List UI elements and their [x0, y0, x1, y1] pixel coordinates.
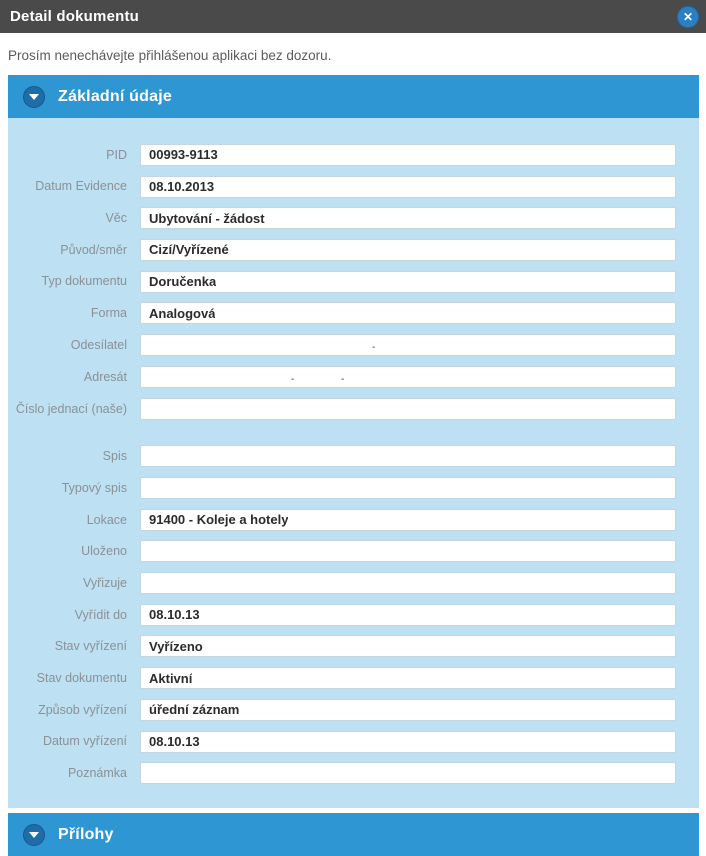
field-label: Původ/směr	[60, 242, 127, 257]
chevron-down-icon	[29, 94, 39, 100]
fields-container	[8, 118, 699, 808]
field-label: Stav dokumentu	[36, 671, 127, 686]
form-row	[8, 694, 676, 726]
field-label: Lokace	[86, 512, 127, 527]
close-button[interactable]	[677, 6, 699, 28]
section-header-basic[interactable]	[8, 75, 699, 118]
close-icon: ✕	[682, 9, 694, 24]
field-label: Spis	[102, 449, 127, 464]
dialog-title: Detail dokumentu	[10, 8, 140, 25]
field-label: Datum vyřízení	[42, 734, 127, 749]
form-row	[8, 202, 676, 234]
form-row	[8, 726, 676, 758]
field-input[interactable]	[140, 572, 676, 594]
form-row	[8, 266, 676, 298]
chevron-down-icon	[29, 832, 39, 838]
field-label: Věc	[105, 211, 127, 226]
collapse-toggle-basic[interactable]	[23, 86, 45, 108]
redacted-dash: -	[372, 341, 376, 353]
field-value: Ubytování - žádost	[149, 210, 265, 226]
field-label: Stav vyřízení	[54, 639, 127, 654]
field-input[interactable]	[140, 398, 676, 420]
field-label: Typový spis	[61, 480, 127, 495]
field-label: Uloženo	[81, 544, 127, 559]
field-value: 08.10.13	[149, 734, 200, 750]
form-row	[8, 662, 676, 694]
form-row	[8, 441, 676, 473]
attachments-panel	[8, 813, 699, 856]
form-row	[8, 329, 676, 361]
form-row	[8, 536, 676, 568]
collapse-toggle-attachments[interactable]	[23, 824, 45, 846]
redacted-dash: -	[341, 373, 345, 385]
field-label: Odesílatel	[70, 337, 127, 352]
field-value: Vyřízeno	[149, 638, 203, 654]
field-input[interactable]	[140, 699, 676, 721]
session-notice: Prosím nenechávejte přihlášenou aplikaci bez dozoru.	[8, 48, 332, 63]
form-row	[8, 472, 676, 504]
field-label: Číslo jednací (naše)	[15, 401, 127, 416]
field-label: Typ dokumentu	[41, 274, 127, 289]
field-input[interactable]	[140, 334, 676, 356]
field-value: 91400 - Koleje a hotely	[149, 512, 289, 528]
field-label: Vyřídit do	[74, 607, 127, 622]
form-row	[8, 504, 676, 536]
field-input[interactable]	[140, 271, 676, 293]
field-input[interactable]	[140, 239, 676, 261]
field-value: Doručenka	[149, 274, 217, 290]
field-label: Vyřizuje	[83, 575, 127, 590]
field-input[interactable]	[140, 667, 676, 689]
field-label: PID	[106, 147, 127, 162]
field-input[interactable]	[140, 762, 676, 784]
section-title-attachments: Přílohy	[58, 825, 114, 843]
form-row	[8, 361, 676, 393]
form-row	[8, 139, 676, 171]
field-value: 00993-9113	[149, 147, 218, 163]
field-value: 08.10.13	[149, 607, 200, 623]
field-input[interactable]	[140, 477, 676, 499]
form-row	[8, 631, 676, 663]
field-value: úřední záznam	[149, 702, 240, 718]
field-value: Analogová	[149, 305, 216, 321]
section-header-attachments[interactable]	[8, 813, 699, 856]
field-input[interactable]	[140, 445, 676, 467]
field-value: Aktivní	[149, 670, 193, 686]
field-input[interactable]	[140, 731, 676, 753]
form-row	[8, 757, 676, 789]
field-input[interactable]	[140, 604, 676, 626]
field-value: Cizí/Vyřízené	[149, 242, 229, 258]
dialog-titlebar	[0, 0, 706, 33]
field-input[interactable]	[140, 176, 676, 198]
field-value: 08.10.2013	[149, 179, 215, 195]
field-input[interactable]	[140, 635, 676, 657]
redacted-dash: -	[291, 373, 295, 385]
section-title-basic: Základní údaje	[58, 87, 172, 105]
field-label: Forma	[90, 306, 127, 321]
form-row	[8, 567, 676, 599]
form-row	[8, 393, 676, 441]
field-label: Datum Evidence	[35, 179, 127, 194]
field-input[interactable]	[140, 366, 676, 388]
field-input[interactable]	[140, 144, 676, 166]
basic-info-panel	[8, 75, 699, 808]
field-input[interactable]	[140, 540, 676, 562]
field-input[interactable]	[140, 509, 676, 531]
field-input[interactable]	[140, 207, 676, 229]
field-label: Poznámka	[67, 766, 127, 781]
field-label: Způsob vyřízení	[38, 702, 127, 717]
field-input[interactable]	[140, 302, 676, 324]
form-row	[8, 599, 676, 631]
form-row	[8, 297, 676, 329]
form-row	[8, 171, 676, 203]
form-row	[8, 234, 676, 266]
field-label: Adresát	[83, 369, 127, 384]
